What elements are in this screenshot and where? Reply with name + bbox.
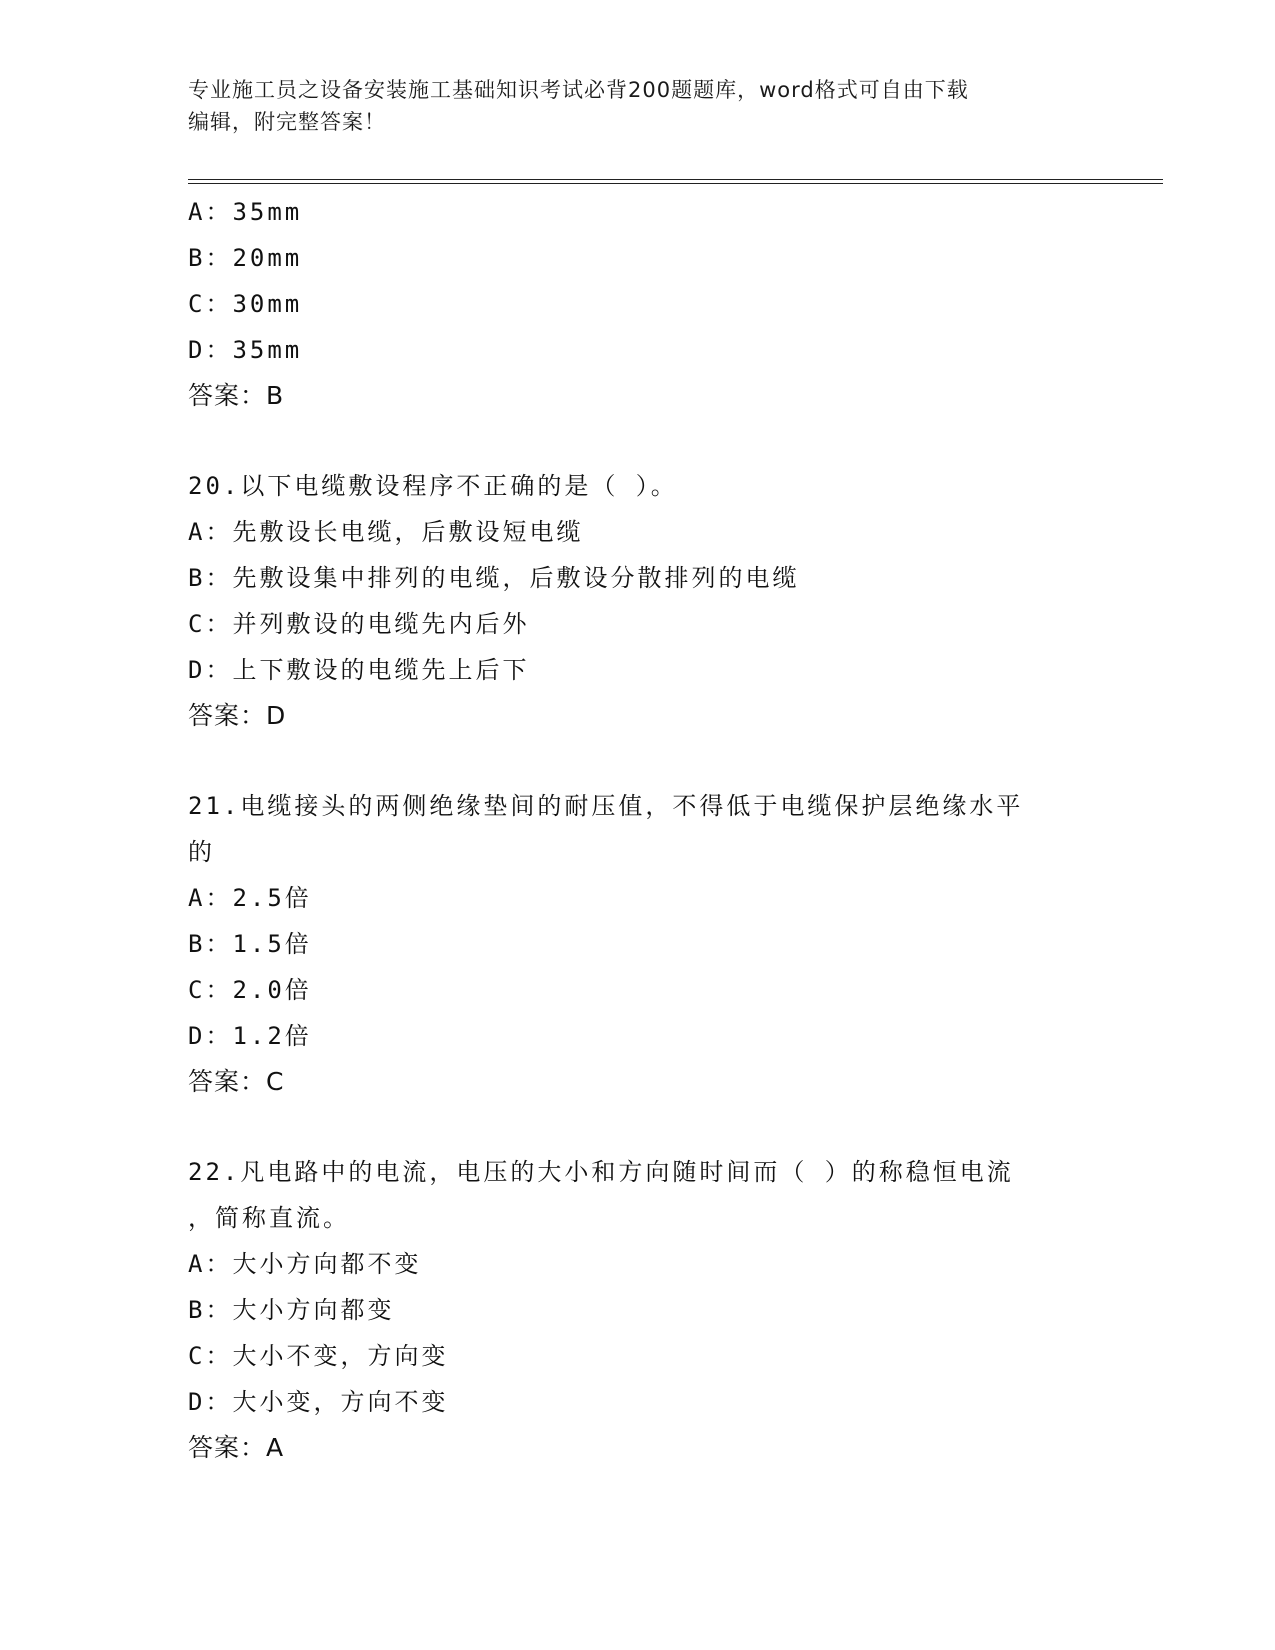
option-d: D：上下敷设的电缆先上后下	[188, 656, 530, 684]
option-d: D：35mm	[188, 336, 303, 364]
question-stem-line-1: 22.凡电路中的电流，电压的大小和方向随时间而（ ）的称稳恒电流	[188, 1158, 1014, 1186]
answer: 答案：A	[188, 1433, 285, 1462]
question-22	[188, 1149, 1088, 1471]
question-stem-line-2: ，简称直流。	[188, 1204, 350, 1232]
option-a: A：先敷设长电缆，后敷设短电缆	[188, 518, 584, 546]
answer: 答案：B	[188, 381, 285, 410]
option-b: B：1.5倍	[188, 930, 312, 958]
header-line-1: 专业施工员之设备安装施工基础知识考试必背200题题库，word格式可自由下载	[188, 78, 969, 102]
option-c: C：大小不变，方向变	[188, 1342, 449, 1370]
question-19	[188, 189, 1088, 419]
option-a: A：35mm	[188, 198, 303, 226]
option-d: D：大小变，方向不变	[188, 1388, 449, 1416]
option-c: C：2.0倍	[188, 976, 312, 1004]
question-list	[188, 189, 1088, 1471]
header-divider-bottom	[188, 183, 1163, 184]
option-c: C：30mm	[188, 290, 303, 318]
option-b: B：大小方向都变	[188, 1296, 395, 1324]
option-d: D：1.2倍	[188, 1022, 312, 1050]
answer: 答案：D	[188, 701, 287, 730]
option-a: A：2.5倍	[188, 884, 312, 912]
question-stem: 20.以下电缆敷设程序不正确的是（ ）。	[188, 472, 678, 500]
option-c: C：并列敷设的电缆先内后外	[188, 610, 530, 638]
question-stem-line-2: 的	[188, 838, 215, 866]
document-header	[188, 74, 1068, 138]
header-line-2: 编辑，附完整答案！	[188, 110, 386, 134]
option-b: B：先敷设集中排列的电缆，后敷设分散排列的电缆	[188, 564, 800, 592]
question-20	[188, 463, 1088, 739]
question-stem-line-1: 21.电缆接头的两侧绝缘垫间的耐压值，不得低于电缆保护层绝缘水平	[188, 792, 1024, 820]
option-a: A：大小方向都不变	[188, 1250, 422, 1278]
question-21	[188, 783, 1088, 1105]
header-divider-top	[188, 179, 1163, 180]
option-b: B：20mm	[188, 244, 303, 272]
answer: 答案：C	[188, 1067, 285, 1096]
